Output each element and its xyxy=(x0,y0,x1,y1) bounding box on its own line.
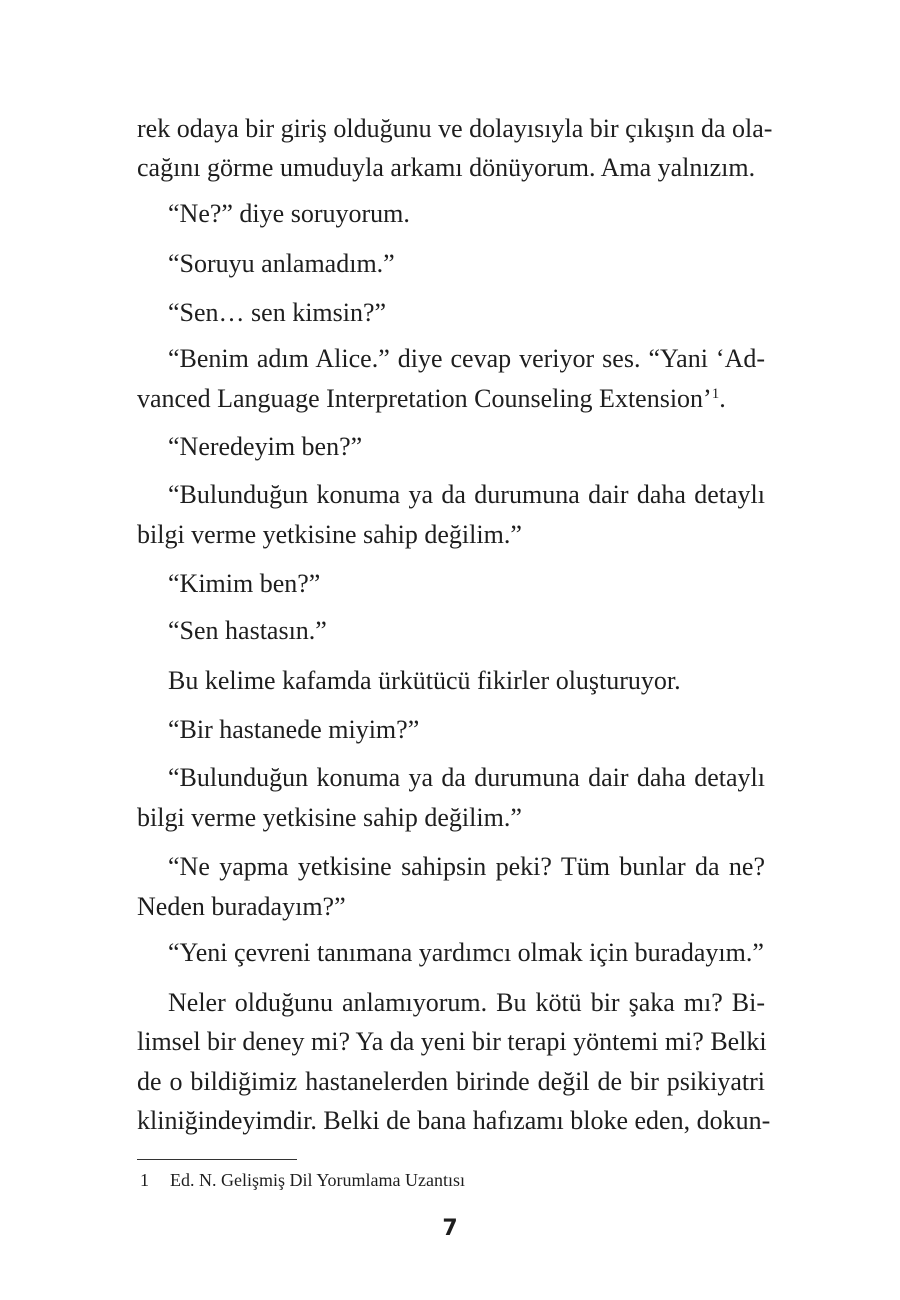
body-line-2: cağını görme umuduyla arkamı dönüyorum. Ama yalnızım. xyxy=(137,153,756,182)
body-line-7 xyxy=(137,382,765,416)
footnote-number: 1 xyxy=(140,1170,149,1190)
body-line-15: “Bulunduğun konuma ya da durumuna dair daha detaylı xyxy=(168,763,765,792)
footnote-text: Ed. N. Gelişmiş Dil Yorumlama Uzantısı xyxy=(170,1170,465,1190)
body-line-10: bilgi verme yetkisine sahip değilim.” xyxy=(137,520,522,549)
body-line-22: de o bildiğimiz hastanelerden birinde değil de bir psikiyatri xyxy=(137,1067,765,1096)
body-line-16: bilgi verme yetkisine sahip değilim.” xyxy=(137,803,522,832)
body-line-8: “Neredeyim ben?” xyxy=(168,432,363,461)
body-line-18: Neden buradayım?” xyxy=(137,892,346,921)
body-line-17: “Ne yapma yetkisine sahipsin peki? Tüm bunlar da ne? xyxy=(168,852,765,881)
body-line-19: “Yeni çevreni tanımana yardımcı olmak için buradayım.” xyxy=(168,938,764,967)
body-line-23: kliniğindeyimdir. Belki de bana hafızamı bloke eden, dokun- xyxy=(137,1106,771,1135)
body-line-1: rek odaya bir giriş olduğunu ve dolayısıyla bir çıkışın da ola- xyxy=(137,114,773,143)
page-number: 7 xyxy=(442,1216,458,1241)
body-line-6: “Benim adım Alice.” diye cevap veriyor ses. “Yani ‘Ad- xyxy=(168,344,765,373)
body-line-11: “Kimim ben?” xyxy=(168,569,321,598)
body-line-14: “Bir hastanede miyim?” xyxy=(168,715,420,744)
body-line-4: “Soruyu anlamadım.” xyxy=(168,249,395,278)
footnote-reference: 1 xyxy=(711,386,720,402)
footnote-separator xyxy=(137,1159,297,1160)
body-line-7-tail: . xyxy=(719,384,726,413)
footnote xyxy=(140,1168,465,1192)
body-line-20: Neler olduğunu anlamıyorum. Bu kötü bir şaka mı? Bi- xyxy=(168,988,765,1017)
body-line-21: limsel bir deney mi? Ya da yeni bir terapi yöntemi mi? Belki xyxy=(137,1027,767,1056)
body-line-5: “Sen… sen kimsin?” xyxy=(168,298,387,327)
body-line-7-text: vanced Language Interpretation Counseling Extension’ xyxy=(137,384,712,413)
body-line-13: Bu kelime kafamda ürkütücü fikirler oluşturuyor. xyxy=(168,666,681,695)
body-line-3: “Ne?” diye soruyorum. xyxy=(168,199,410,228)
body-line-12: “Sen hastasın.” xyxy=(168,616,327,645)
body-line-9: “Bulunduğun konuma ya da durumuna dair daha detaylı xyxy=(168,480,765,509)
